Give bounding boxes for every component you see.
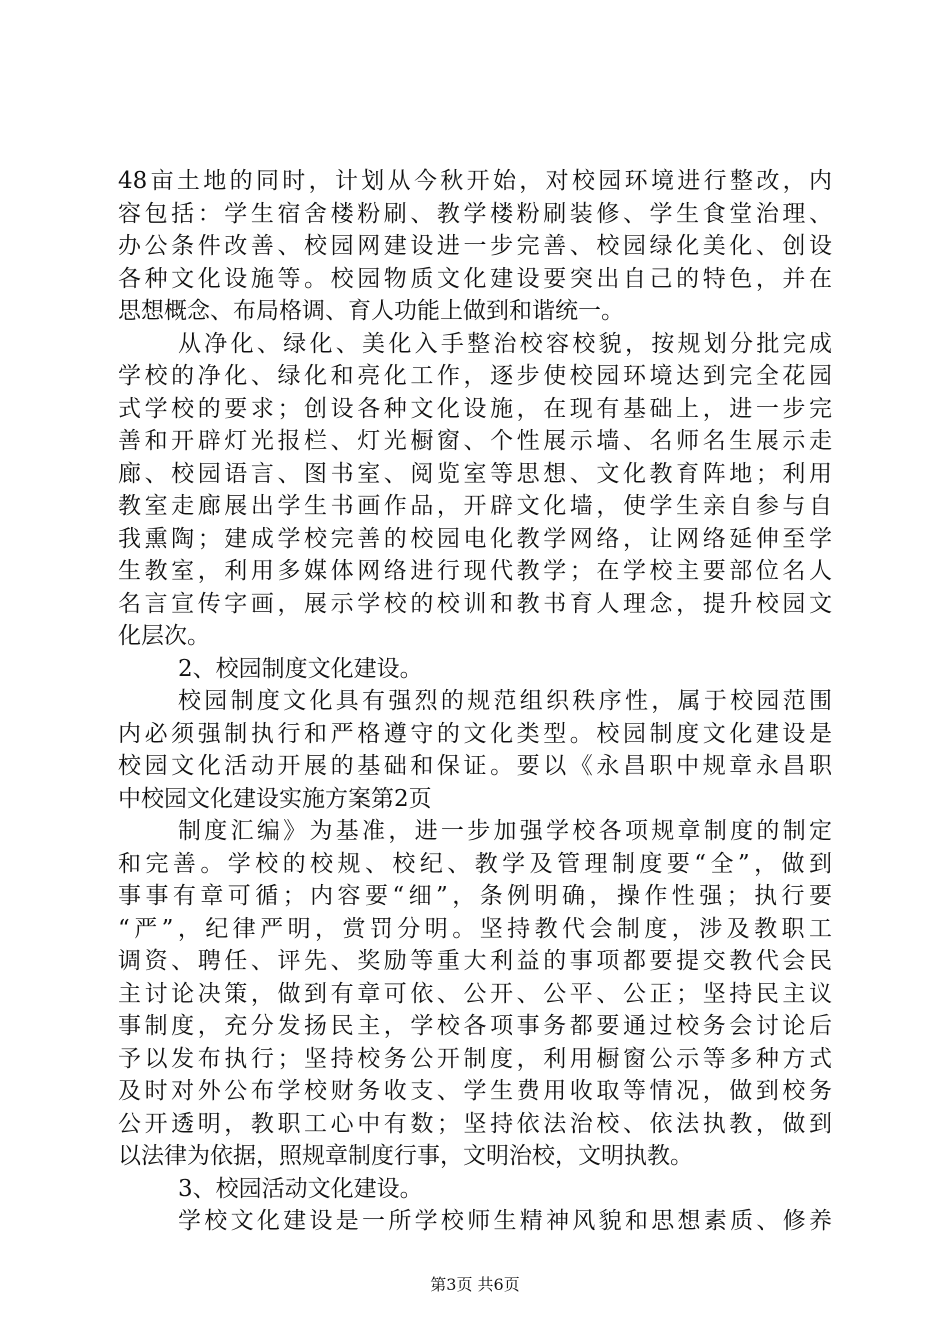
text-line: 中校园文化建设实施方案第2页: [118, 785, 432, 812]
text-line: 生教室，利用多媒体网络进行现代教学；在学校主要部位名人: [118, 558, 832, 584]
text-line: 制度汇编》为基准，进一步加强学校各项规章制度的制定: [178, 818, 832, 844]
text-line: 思想概念、布局格调、育人功能上做到和谐统一。: [118, 298, 624, 324]
text-line: 各种文化设施等。校园物质文化建设要突出自己的特色，并在: [118, 265, 832, 292]
text-line: 公开透明，教职工心中有数；坚持依法治校、依法执教，做到: [118, 1110, 832, 1137]
text-line: 内必须强制执行和严格遵守的文化类型。校园制度文化建设是: [118, 720, 832, 747]
text-line: 廊、校园语言、图书室、阅览室等思想、文化教育阵地；利用: [118, 460, 832, 487]
text-line: 从净化、绿化、美化入手整治校容校貌，按规划分批完成: [178, 330, 832, 357]
text-line: 事事有章可循；内容要“细”，条例明确，操作性强；执行要: [118, 883, 832, 909]
text-line: 学校文化建设是一所学校师生精神风貌和思想素质、修养: [178, 1208, 832, 1234]
text-line: 事制度，充分发扬民主，学校各项事务都要通过校务会讨论后: [118, 1013, 832, 1039]
text-line: 3、校园活动文化建设。: [178, 1175, 423, 1202]
text-line: 教室走廊展出学生书画作品，开辟文化墙，使学生亲自参与自: [118, 493, 832, 519]
text-line: 校园文化活动开展的基础和保证。要以《永昌职中规章永昌职: [118, 753, 832, 779]
text-line: 名言宣传字画，展示学校的校训和教书育人理念，提升校园文: [118, 590, 832, 617]
text-line: 2、校园制度文化建设。: [178, 655, 423, 682]
text-line: 予以发布执行；坚持校务公开制度，利用橱窗公示等多种方式: [118, 1045, 832, 1072]
text-line: 以法律为依据，照规章制度行事，文明治校，文明执教。: [118, 1143, 693, 1169]
text-line: 式学校的要求；创设各种文化设施，在现有基础上，进一步完: [118, 395, 832, 422]
text-line: 我熏陶；建成学校完善的校园电化教学网络，让网络延伸至学: [118, 525, 832, 552]
text-line: 及时对外公布学校财务收支、学生费用收取等情况，做到校务: [118, 1078, 832, 1104]
text-line: 调资、聘任、评先、奖励等重大利益的事项都要提交教代会民: [118, 948, 832, 974]
page-footer: 第3页 共6页: [430, 1275, 520, 1294]
document-body: [118, 165, 832, 1238]
text-line: 办公条件改善、校园网建设进一步完善、校园绿化美化、创设: [118, 233, 832, 259]
text-line: “严”，纪律严明，赏罚分明。坚持教代会制度，涉及教职工: [118, 915, 832, 942]
text-line: 学校的净化、绿化和亮化工作，逐步使校园环境达到完全花园: [118, 363, 832, 389]
text-line: 校园制度文化具有强烈的规范组织秩序性，属于校园范围: [178, 688, 832, 714]
text-line: 善和开辟灯光报栏、灯光橱窗、个性展示墙、名师名生展示走: [118, 428, 832, 454]
text-line: 容包括：学生宿舍楼粉刷、教学楼粉刷装修、学生食堂治理、: [118, 200, 832, 227]
text-line: 和完善。学校的校规、校纪、教学及管理制度要“全”，做到: [118, 850, 832, 877]
text-line: 化层次。: [118, 623, 210, 649]
text-line: 主讨论决策，做到有章可依、公开、公平、公正；坚持民主议: [118, 980, 832, 1007]
text-line: 48亩土地的同时，计划从今秋开始，对校园环境进行整改，内: [118, 168, 832, 194]
